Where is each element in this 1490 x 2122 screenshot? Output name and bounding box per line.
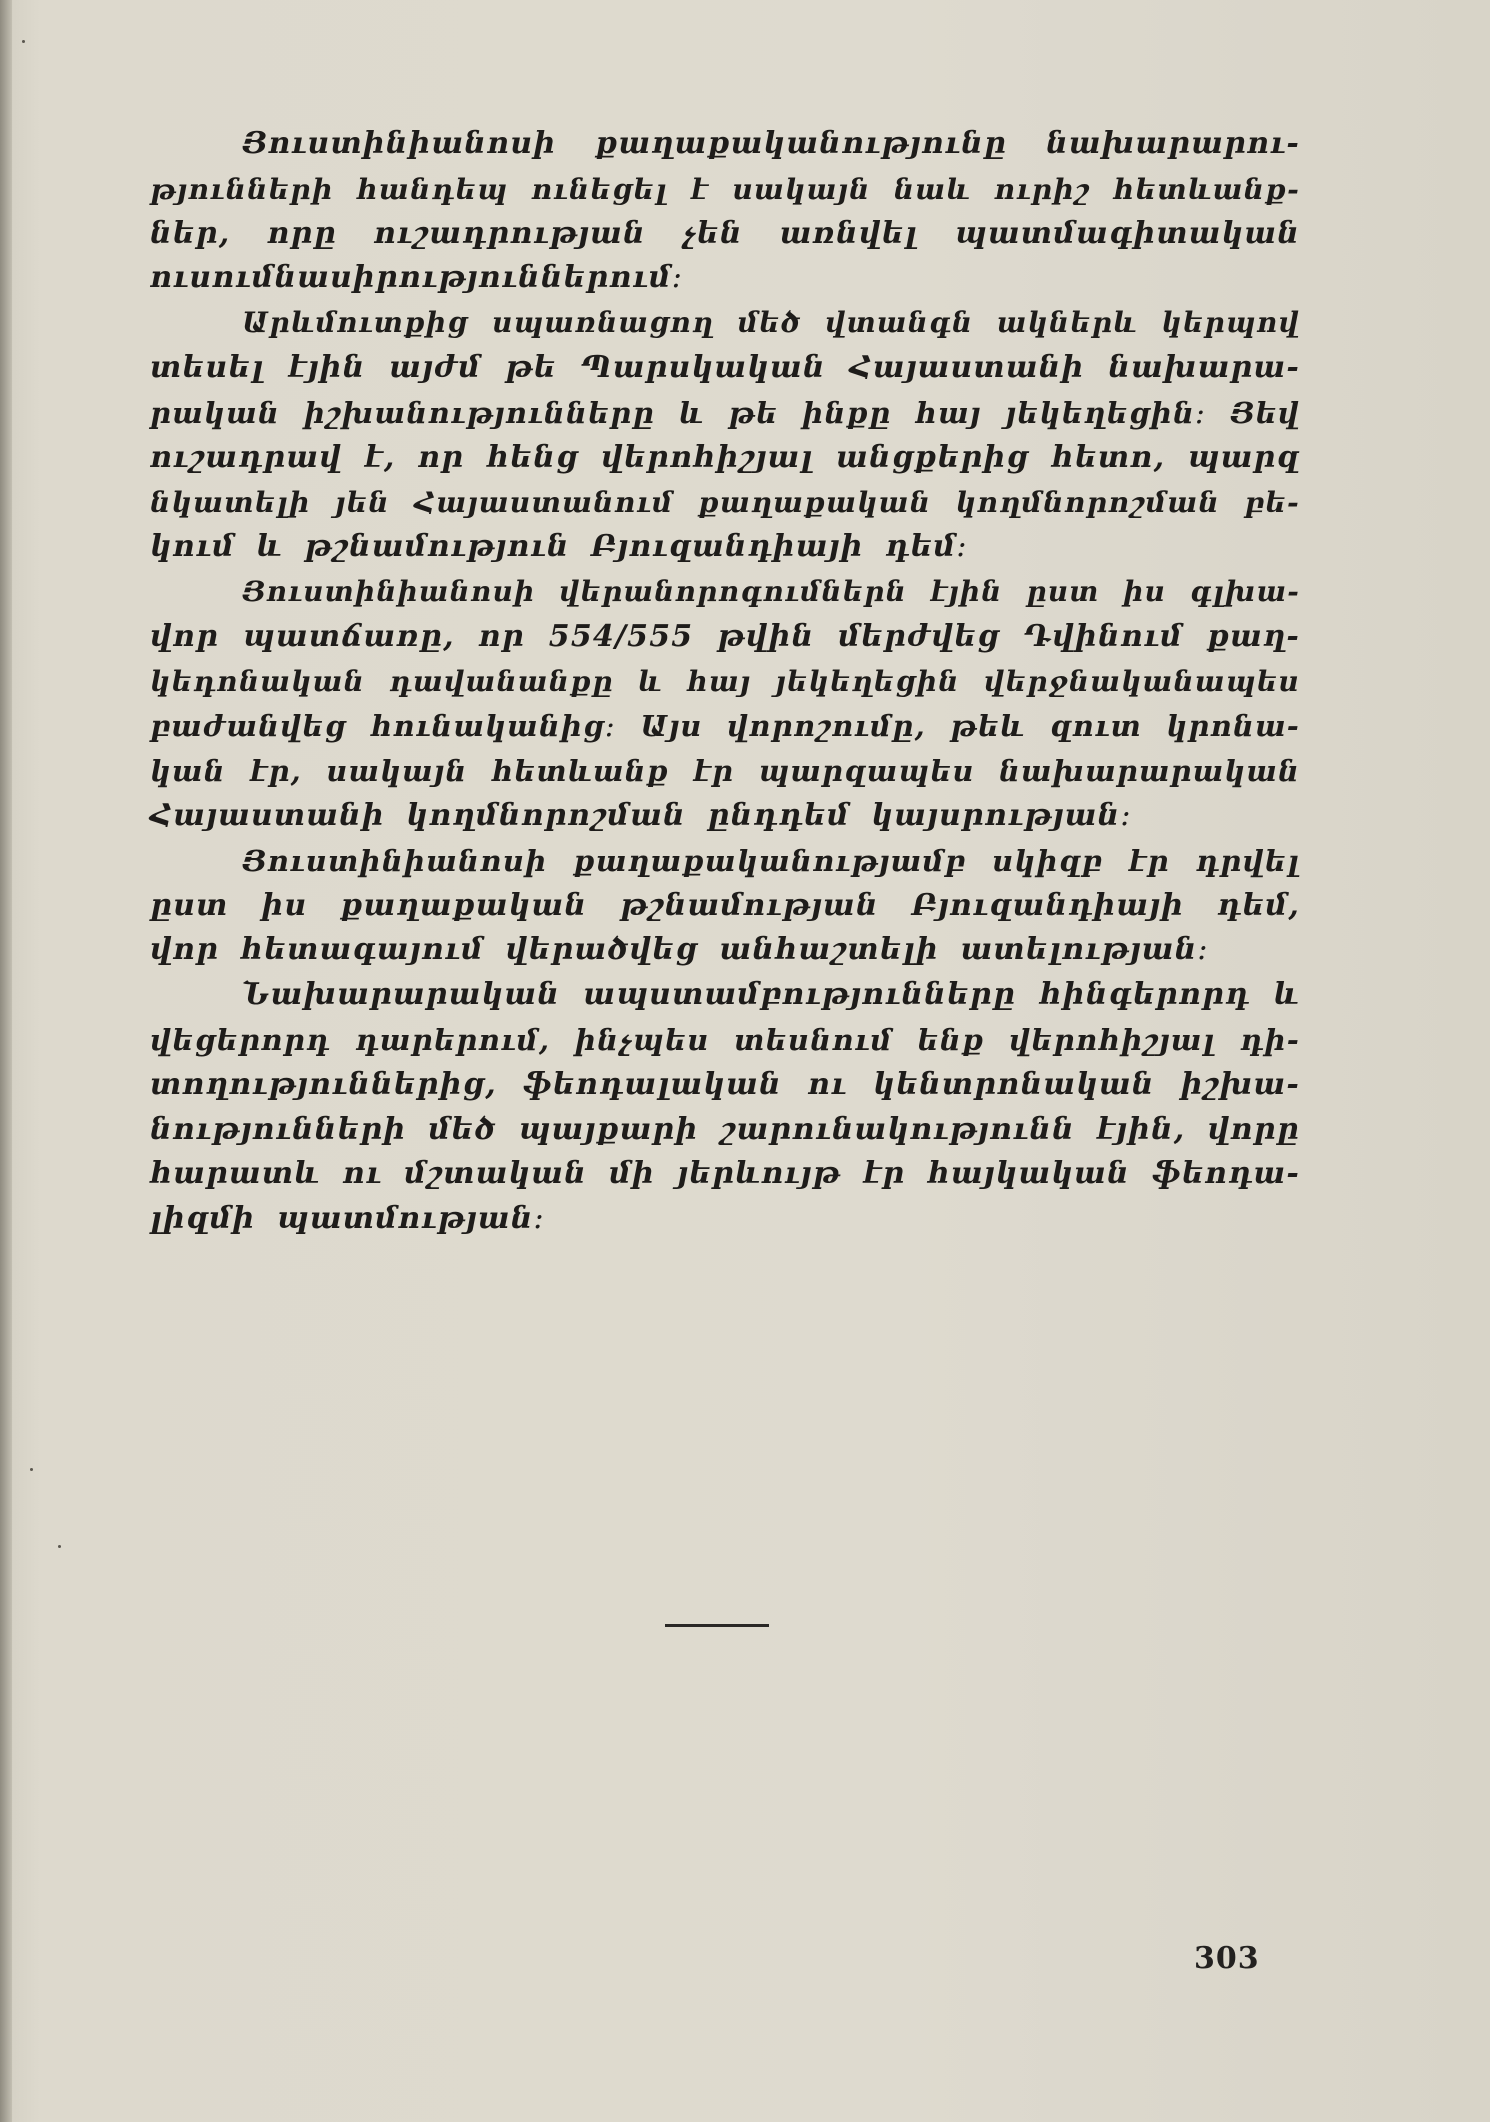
text-line: վեցերորդ դարերում, ինչպես տեսնում ենք վերոհիշյալ դի- xyxy=(150,1022,1300,1057)
text-line: Նախարարական ապստամբությունները հինգերորդ և xyxy=(242,977,1300,1013)
text-line: կում և թշնամություն Բյուզանդիայի դեմ։ xyxy=(150,529,968,565)
text-line: Յուստինիանոսի վերանորոգումներն էյին ըստ իս գլխա- xyxy=(242,574,1300,608)
paragraph-3 xyxy=(150,570,1300,839)
text-line: լիզմի պատմության։ xyxy=(150,1201,545,1237)
text-line: րական իշխանությունները և թե ինքը հայ յեկեղեցին։ Յեվ xyxy=(150,395,1300,430)
paper-speck xyxy=(58,1545,61,1548)
text-line: տեսել էյին այժմ թե Պարսկական Հայաստանի նախարա- xyxy=(150,349,1300,385)
paragraph-4 xyxy=(150,839,1300,973)
paper-speck xyxy=(30,1468,33,1471)
paragraph-1 xyxy=(150,122,1300,301)
text-line: հարատև ու մշտական մի յերևույթ էր հայկական ֆեոդա- xyxy=(150,1156,1300,1192)
text-line: ուսումնասիրություններում։ xyxy=(150,260,684,296)
paragraph-5 xyxy=(150,973,1300,1242)
text-line: վոր հետագայում վերածվեց անհաշտելի ատելության։ xyxy=(150,932,1209,968)
text-line: բաժանվեց հունականից։ Այս վորոշումը, թեև զուտ կրոնա- xyxy=(150,709,1300,744)
paragraph-2 xyxy=(150,301,1300,570)
text-line: կան էր, սակայն հետևանք էր պարզապես նախարարական xyxy=(150,754,1300,789)
text-line: վոր պատճառը, որ 554/555 թվին մերժվեց Դվինում քաղ- xyxy=(150,618,1300,654)
text-line: կեդոնական դավանանքը և հայ յեկեղեցին վերջնականապես xyxy=(150,664,1300,698)
body-text xyxy=(150,122,1300,1242)
text-line: Յուստինիանոսի քաղաքականությամբ սկիզբ էր դրվել xyxy=(242,843,1300,878)
page-number: 303 xyxy=(1194,1941,1260,1976)
text-line: նկատելի յեն Հայաստանում քաղաքական կողմնորոշման բե- xyxy=(150,485,1300,520)
text-line: Հայաստանի կողմնորոշման ընդդեմ կայսրության։ xyxy=(150,797,1132,833)
text-line: ներ, որը ուշադրության չեն առնվել պատմագիտական xyxy=(150,215,1300,251)
text-line: տողություններից, ֆեոդալական ու կենտրոնական իշխա- xyxy=(150,1066,1300,1102)
text-line: ըստ իս քաղաքական թշնամության Բյուզանդիայի դեմ, xyxy=(150,887,1300,923)
text-line: նությունների մեծ պայքարի շարունակությունն էյին, վորը xyxy=(150,1111,1300,1147)
text-line: ուշադրավ է, որ հենց վերոհիշյալ անցքերից հետո, պարզ xyxy=(150,439,1300,475)
text-line: Արևմուտքից սպառնացող մեծ վտանգն ակներև կերպով xyxy=(242,306,1300,340)
paper-speck xyxy=(22,40,25,43)
text-line: Յուստինիանոսի քաղաքականությունը նախարարու- xyxy=(242,126,1300,161)
section-divider xyxy=(665,1624,769,1627)
text-line: թյունների հանդեպ ունեցել է սակայն նաև ուրիշ հետևանք- xyxy=(150,171,1300,206)
page-spine-shadow xyxy=(0,0,12,2122)
